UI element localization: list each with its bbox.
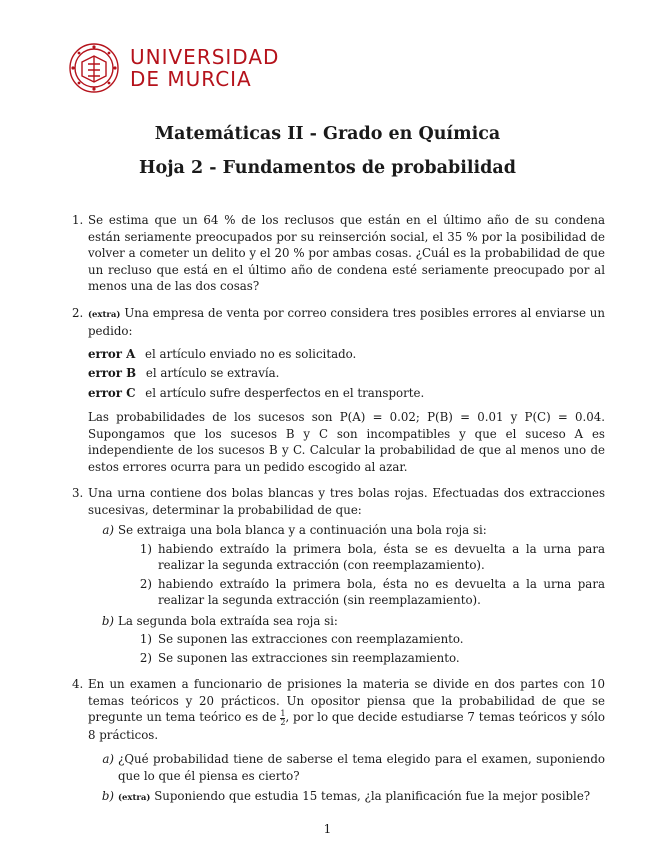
extra-tag: (extra) xyxy=(118,793,151,803)
error-list xyxy=(88,346,605,402)
error-label: error B xyxy=(88,366,137,380)
problem-number: 2. xyxy=(72,305,84,320)
case-label: 2) xyxy=(139,650,152,665)
error-text: el artículo enviado no es solicitado. xyxy=(145,346,357,361)
subproblem-text: ¿Qué probabilidad tiene de saberse el tema elegido para el examen, suponiendo que lo que él piensa es cierto? xyxy=(118,752,605,783)
problem-text: Una urna contiene dos bolas blancas y tres bolas rojas. Efectuadas dos extracciones sucesivas, determinar la probabilidad de que: xyxy=(88,486,605,517)
case-2 xyxy=(118,650,605,667)
university-logo-text xyxy=(130,46,279,90)
subproblem-text: Se extraiga una bola blanca y a continuación una bola roja si: xyxy=(118,523,487,537)
case-label: 1) xyxy=(139,541,152,556)
subproblem-a xyxy=(88,751,605,784)
case-text: Se suponen las extracciones sin reemplazamiento. xyxy=(158,650,460,665)
logo-line-1: UNIVERSIDAD xyxy=(130,45,280,69)
problem-text-after: , por lo que decide estudiarse 7 temas teóricos y sólo 8 prácticos. xyxy=(88,710,605,742)
problem-closing: Las probabilidades de los sucesos son P(A) = 0.02; P(B) = 0.01 y P(C) = 0.04. Supongamos que los sucesos B y C son incompatibles y que el suceso A es independiente de los sucesos B y C. Calcular la probabilidad de que al menos uno de estos errores ocurra para un pedido escogido al azar. xyxy=(88,410,605,474)
case-label: 2) xyxy=(139,576,152,591)
error-label: error A xyxy=(88,346,136,361)
university-seal-icon xyxy=(68,42,120,94)
case-text: habiendo extraído la primera bola, ésta no es devuelta a la urna para realizar la segunda extracción (sin reemplazamiento). xyxy=(158,576,605,607)
fraction-denominator: 2 xyxy=(280,717,286,727)
logo-line-2: DE MURCIA xyxy=(130,67,252,91)
problem-text: Una empresa de venta por correo considera tres posibles errores al enviarse un pedido: xyxy=(88,305,605,338)
problem-text xyxy=(88,676,605,743)
subproblem-b xyxy=(88,788,605,807)
extra-tag: (extra) xyxy=(88,309,121,320)
error-text: el artículo se extravía. xyxy=(145,366,280,380)
subproblem-text: Suponiendo que estudia 15 temas, ¿la planificación fue la mejor posible? xyxy=(154,789,591,803)
page-number: 1 xyxy=(323,822,332,836)
case-1 xyxy=(118,541,605,574)
subproblem-label: a) xyxy=(102,752,114,766)
case-text: habiendo extraído la primera bola, ésta se es devuelta a la urna para realizar la segunda extracción (con reemplazamiento). xyxy=(158,541,605,572)
document-subtitle: Hoja 2 - Fundamentos de probabilidad xyxy=(139,158,516,178)
document-title: Matemáticas II - Grado en Química xyxy=(154,124,501,144)
subproblem-b xyxy=(88,613,605,667)
problem-intro xyxy=(88,305,605,340)
problem-number: 4. xyxy=(72,677,84,691)
problem-number: 1. xyxy=(72,213,84,227)
problem-2 xyxy=(72,305,605,476)
subproblem-label: a) xyxy=(102,523,114,537)
case-2 xyxy=(118,576,605,609)
problem-3 xyxy=(72,485,605,666)
problem-number: 3. xyxy=(72,486,84,500)
error-item xyxy=(88,365,605,382)
error-item xyxy=(88,385,605,402)
fraction-numerator: 1 xyxy=(280,708,286,718)
error-item xyxy=(88,346,605,363)
error-text: el artículo sufre desperfectos en el transporte. xyxy=(145,385,425,400)
problem-1 xyxy=(72,212,605,295)
subproblem-text: La segunda bola extraída sea roja si: xyxy=(118,613,338,628)
subproblem-label: b) xyxy=(101,613,114,628)
problem-4 xyxy=(72,676,605,807)
subproblem-a xyxy=(88,522,605,609)
case-1 xyxy=(118,631,605,648)
case-text: Se suponen las extracciones con reemplazamiento. xyxy=(158,632,464,646)
case-label: 1) xyxy=(139,632,152,646)
problem-text: Se estima que un 64 % de los reclusos que están en el último año de su condena están seriamente preocupados por su reinserción social, el 35 % por la posibilidad de volver a cometer un delito y el 20 % por ambas cosas. ¿Cuál es la probabilidad de que un recluso que está en el último año de condena esté seriamente preocupado por al menos una de las dos cosas? xyxy=(88,213,605,293)
subproblem-label: b) xyxy=(101,789,114,803)
problem-text-before: En un examen a funcionario de prisiones la materia se divide en dos partes con 10 temas teóricos y 20 prácticos. Un opositor piensa que la probabilidad de que se pregunte un tema teórico es de xyxy=(88,677,605,724)
problem-list xyxy=(72,212,605,817)
error-label: error C xyxy=(88,385,136,400)
